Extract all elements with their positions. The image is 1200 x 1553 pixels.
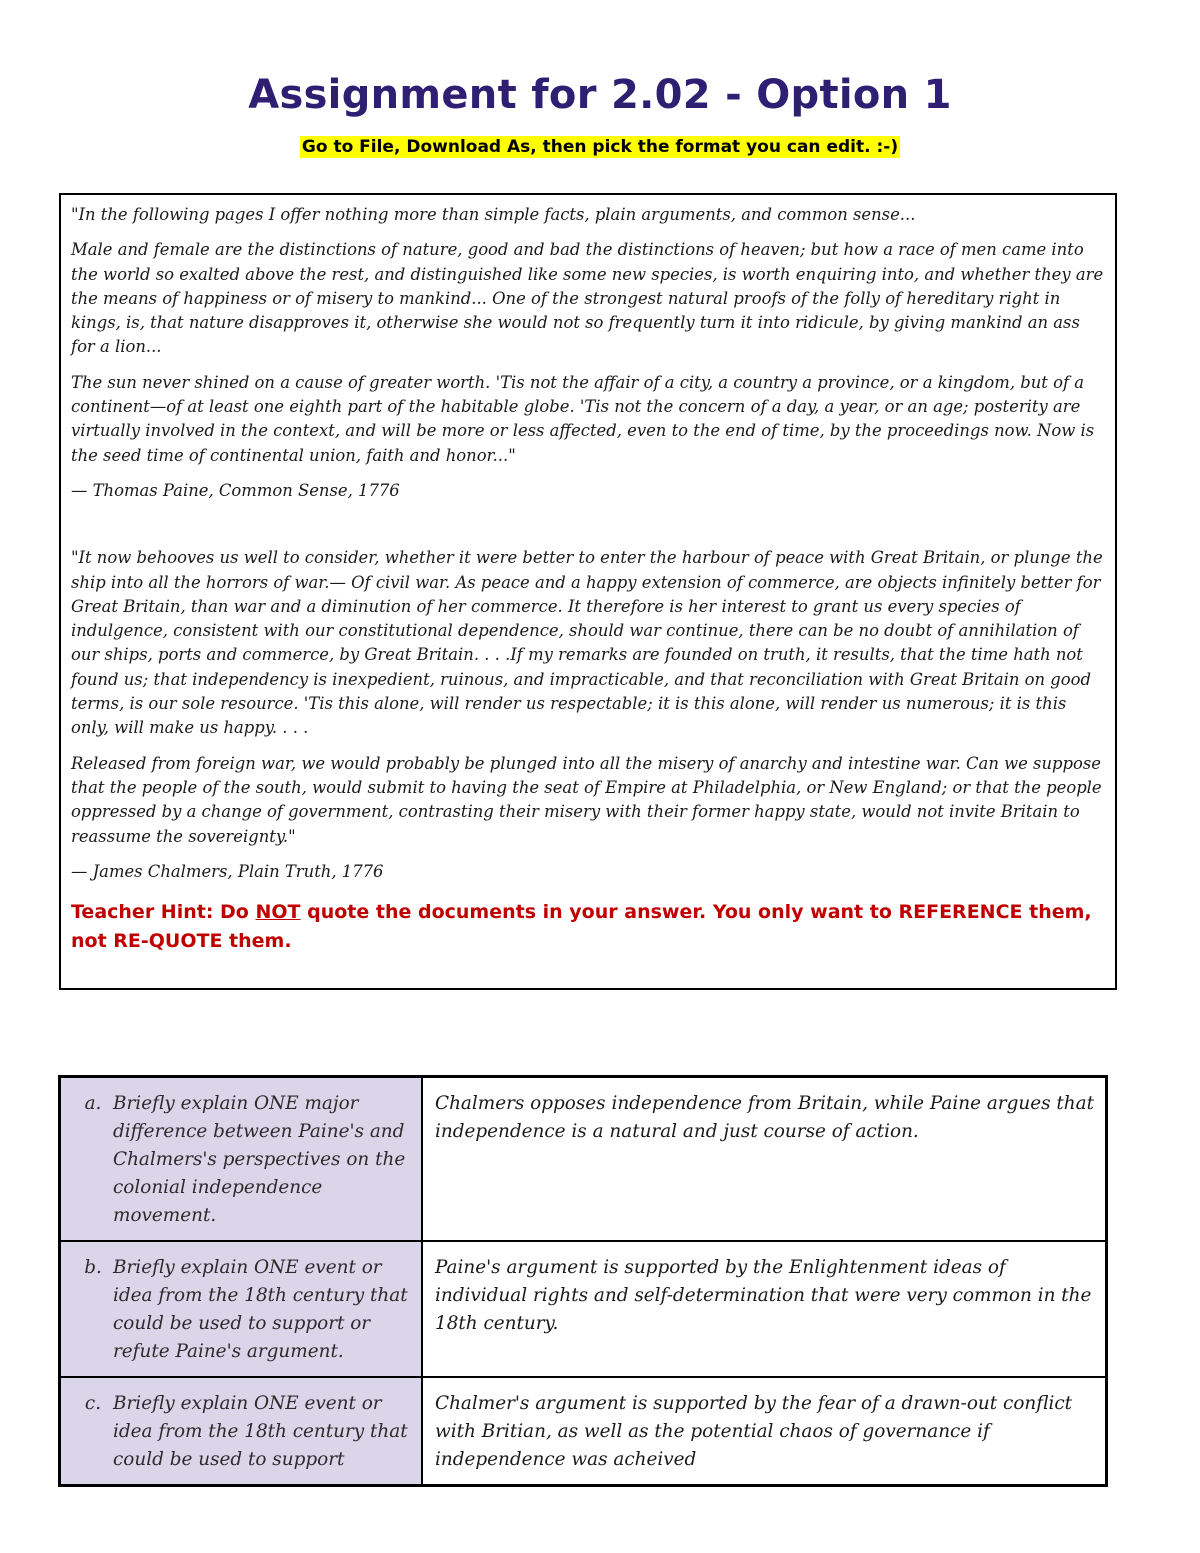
answer-cell[interactable] bbox=[422, 1377, 1107, 1486]
question-cell bbox=[60, 1377, 423, 1486]
paine-quote-body: Male and female are the distinctions of nature, good and bad the distinctions of heaven; but how a race of men came into the world so exalted above the rest, and distinguished like some new species, is worth enquiring into, and whether they are the means of happiness or of misery to mankind... One of the strongest natural proofs of the folly of hereditary right in kings, is, that nature disapproves it, otherwise she would not so frequently turn it into ridicule, by giving mankind an ass for a lion... bbox=[71, 240, 1104, 357]
page-title: Assignment for 2.02 - Option 1 bbox=[248, 72, 952, 118]
question-prompt: Briefly explain ONE event or idea from the 18th century that could be used to support bbox=[113, 1393, 408, 1470]
chalmers-attribution: — James Chalmers, Plain Truth, 1776 bbox=[71, 861, 384, 881]
hint-emphasis: NOT bbox=[255, 901, 301, 924]
answer-text[interactable]: Chalmers opposes independence from Britain, while Paine argues that independence is a natural and just course of action. bbox=[435, 1093, 1094, 1142]
hint-prefix: Teacher Hint: Do bbox=[71, 901, 256, 924]
paine-quote-intro: "In the following pages I offer nothing more than simple facts, plain arguments, and common sense... bbox=[71, 205, 916, 224]
question-cell bbox=[60, 1241, 423, 1377]
teacher-hint bbox=[71, 898, 1105, 956]
question-letter: b. bbox=[84, 1257, 102, 1278]
instructions-banner bbox=[0, 137, 1200, 157]
table-row bbox=[60, 1241, 1107, 1377]
question-letter: c. bbox=[84, 1393, 102, 1414]
question-cell bbox=[60, 1077, 423, 1242]
question-prompt: Briefly explain ONE major difference between Paine's and Chalmers's perspectives on the colonial independence movement. bbox=[113, 1093, 406, 1226]
question-prompt: Briefly explain ONE event or idea from the 18th century that could be used to support or refute Paine's argument. bbox=[113, 1257, 408, 1362]
paine-attribution: — Thomas Paine, Common Sense, 1776 bbox=[71, 480, 400, 500]
question-answer-table bbox=[58, 1075, 1108, 1487]
source-documents-box bbox=[59, 193, 1117, 990]
table-row bbox=[60, 1077, 1107, 1242]
hint-suffix: quote the documents in your answer. You only want to REFERENCE them, not RE-QUOTE them. bbox=[71, 901, 1092, 953]
answer-cell[interactable] bbox=[422, 1077, 1107, 1242]
spacer bbox=[71, 514, 1105, 546]
instructions-text: Go to File, Download As, then pick the format you can edit. :-) bbox=[301, 137, 899, 157]
table-row bbox=[60, 1377, 1107, 1486]
answer-text[interactable]: Chalmer's argument is supported by the fear of a drawn-out conflict with Britian, as well as the potential chaos of governance if independence was acheived bbox=[435, 1393, 1073, 1470]
paine-quote-conclusion: The sun never shined on a cause of greater worth. 'Tis not the affair of a city, a country a province, or a kingdom, but of a continent—of at least one eighth part of the habitable globe. 'Tis not the concern of a day, a year, or an age; posterity are virtually involved in the context, and will be more or less affected, even to the end of time, by the proceedings now. Now is the seed time of continental union, faith and honor..." bbox=[71, 372, 1095, 465]
answer-text[interactable]: Paine's argument is supported by the Enlightenment ideas of individual rights and self-determination that were very common in the 18th century. bbox=[435, 1257, 1092, 1334]
chalmers-quote-body: "It now behooves us well to consider, whether it were better to enter the harbour of peace with Great Britain, or plunge the ship into all the horrors of war.— Of civil war. As peace and a happy extension of commerce, are objects infinitely better for Great Britain, than war and a diminution of her commerce. It therefore is her interest to grant us every species of indulgence, consistent with our constitutional dependence, should war continue, there can be no doubt of annihilation of our ships, ports and commerce, by Great Britain. . . .If my remarks are founded on truth, it results, that the time hath not found us; that independency is inexpedient, ruinous, and impracticable, and that reconciliation with Great Britain on good terms, is our sole resource. 'Tis this alone, will render us respectable; it is this alone, will render us numerous; it is this only, will make us happy. . . . bbox=[71, 548, 1103, 738]
chalmers-quote-conclusion: Released from foreign war, we would probably be plunged into all the misery of anarchy and intestine war. Can we suppose that the people of the south, would submit to having the seat of Empire at Philadelphia, or New England; or that the people oppressed by a change of government, contrasting their misery with their former happy state, would not invite Britain to reassume the sovereignty." bbox=[71, 753, 1102, 846]
answer-cell[interactable] bbox=[422, 1241, 1107, 1377]
question-letter: a. bbox=[84, 1093, 102, 1114]
